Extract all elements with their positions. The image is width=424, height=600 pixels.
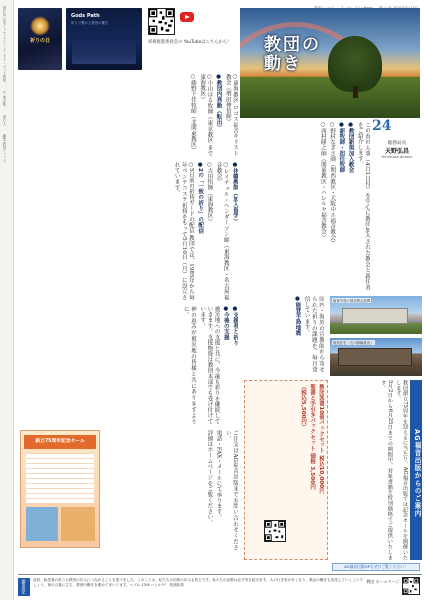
byline-roman: Hiromasa Amano bbox=[381, 155, 413, 159]
article-column-missions bbox=[244, 296, 324, 372]
side-info-strip bbox=[0, 0, 14, 600]
article-column-order bbox=[104, 430, 238, 550]
article-paragraph: 教団創立75周年を迎えるに当たり、AG福音出版では記念セールを開催いたします。 bbox=[395, 380, 408, 560]
side-line: 編集 教団ニュース bbox=[2, 134, 6, 163]
section-heading: ●2の「一致の祈り」の配信 bbox=[197, 162, 204, 234]
flyer-image bbox=[61, 507, 95, 541]
article-paragraph: ○小山はる牧師（東京教区 まで 東海教区） bbox=[199, 74, 213, 156]
section-heading: ●支援者と祈り bbox=[232, 306, 238, 346]
flyer-header: 創立75周年記念セール bbox=[24, 435, 96, 449]
section-heading: ●能登半島地震 bbox=[294, 296, 301, 336]
poster-title: 祈りの日 bbox=[29, 38, 50, 44]
section-heading: ●教団内異動（転出） bbox=[215, 74, 222, 131]
article-paragraph: 5月2日から6月25日までの期間中、対象書籍を特別価格でご提供いたします。 bbox=[380, 380, 393, 560]
youtube-caption: 祈祷推進委員会の YouTubeはこちらから！ bbox=[148, 40, 232, 45]
section-heading: ●教団新規加入教会 bbox=[347, 122, 354, 173]
byline-role: 総務局長 bbox=[387, 141, 407, 146]
article-column-intro bbox=[244, 122, 370, 290]
poster-subtitle: 祈りで繋がる教団の働き bbox=[71, 21, 109, 25]
article-column-support bbox=[18, 306, 238, 424]
article-paragraph: ○東海教区 ロゴス福音キリスト教会（増田伸悟師） bbox=[224, 74, 238, 156]
article-paragraph: 詳細はホームページをご覧ください。 bbox=[206, 430, 213, 526]
side-info-text bbox=[2, 6, 6, 566]
event-poster-1[interactable] bbox=[18, 8, 62, 70]
side-line: 〒 東京都 bbox=[2, 90, 6, 106]
article-paragraph: ○野村なぎさ師（関西教区・大阪中ル福音教会） bbox=[329, 122, 336, 246]
ag-publishing-banner: AG福音出版からのご案内 bbox=[410, 380, 422, 560]
qr-icon bbox=[149, 9, 174, 34]
editors-note bbox=[18, 574, 422, 598]
article-paragraph: 国内・海外の宣教師から寄せられた祈りの課題を、毎月発信しています。 bbox=[303, 296, 324, 372]
youtube-icon[interactable] bbox=[180, 12, 194, 22]
flyer-image bbox=[26, 507, 58, 541]
article-paragraph: 電話・FAX・メールにて承ります。 bbox=[215, 430, 222, 520]
qr-icon bbox=[265, 521, 285, 541]
event-poster-2[interactable] bbox=[66, 8, 142, 70]
youtube-qr-code[interactable] bbox=[148, 8, 175, 35]
ag-publishing-link[interactable]: AG福音出版HPもぜひご覧ください！ bbox=[332, 563, 420, 571]
temporary-housing-photo bbox=[330, 338, 422, 376]
qr-icon bbox=[403, 578, 419, 594]
article-paragraph: ご注文はAG福音出版までお問い合わせください。 bbox=[224, 430, 238, 550]
byline-name: 天野弘昌 bbox=[384, 148, 409, 155]
article-paragraph: この春の人事（4月1日付）を中心に教団加入された教会と新任者をご紹介します。 bbox=[356, 122, 370, 290]
set-line: 教団図書10冊パックセット 税込10,000円 bbox=[318, 384, 324, 494]
building-shape bbox=[342, 308, 408, 324]
ag-publishing-text bbox=[330, 380, 408, 560]
poster-heading: Gods Path bbox=[71, 13, 100, 19]
book-set-qr-code[interactable] bbox=[264, 520, 286, 542]
page-title: 教団の動き bbox=[264, 35, 321, 74]
editors-note-text: 前回、転居者の祈りも教団の歩みにつながることを述べました。このことは、私たちの信仰の歩みも同じです。私たちの宣教は必ず実を結びます。人の行き来が多くなり、教会の働きも変化していくことでしょう。神の言葉に立ち、教団の働きを進めてまいります。ヘブル 13:8 ハレルヤ！ 松浦拓馬 bbox=[33, 578, 363, 587]
issue-number: 24 bbox=[372, 118, 392, 134]
building-shape bbox=[338, 348, 412, 366]
section-heading: ●新牧師・担任牧師 bbox=[338, 122, 345, 173]
set-line: 聖書と手引きパックセット 価格 3,500円 bbox=[309, 384, 315, 490]
article-column-transfers bbox=[18, 74, 238, 156]
article-paragraph: ○藤野千佳牧師（北関東教区） bbox=[189, 74, 196, 153]
photo-caption: 仮設住宅（石川県輪島市） bbox=[333, 341, 374, 345]
editors-note-label: 編集後記 bbox=[18, 578, 30, 596]
byline bbox=[374, 140, 420, 159]
article-paragraph: ○吉田悟師（東海教区） bbox=[206, 162, 213, 224]
section-heading: ●今後の支援 bbox=[222, 306, 229, 340]
flyer-body bbox=[26, 453, 94, 503]
article-paragraph: 神の恵みが被災地の皆様と共にありますように。 bbox=[182, 306, 196, 424]
article-column-prayer bbox=[18, 162, 238, 300]
section-heading: ●休職教師（加入留学） bbox=[232, 162, 238, 224]
side-line: 発行人 bbox=[2, 114, 6, 125]
book-set-text bbox=[250, 384, 324, 504]
tree-trunk bbox=[353, 86, 358, 98]
church-visit-photo bbox=[330, 296, 422, 334]
tree-shape bbox=[328, 36, 382, 92]
set-line: （税込5,500円） bbox=[300, 384, 306, 430]
poster-image bbox=[72, 40, 136, 64]
article-paragraph: ○レイチェル・ヘンダーソン師（東海教区・名古屋福音教会） bbox=[215, 162, 229, 300]
side-line: 発行所 日本アッセンブリーズ・オブ・ゴッド教団 bbox=[2, 6, 6, 82]
sale-flyer[interactable] bbox=[20, 430, 100, 548]
article-paragraph: ○西村隆之師（関東教区・ハレルヤ福音教会） bbox=[319, 122, 326, 240]
poster-glow bbox=[30, 16, 50, 36]
homepage-qr-code[interactable] bbox=[402, 577, 420, 595]
homepage-label: 教団 ホームページ bbox=[366, 579, 400, 584]
article-paragraph: 被災地への支援と共に、今後も祈りを継続していきます。支援物資は教団本部でも受け付けています。 bbox=[199, 306, 220, 424]
article-paragraph: ○5日前の祈祷ガードの配信 教団では、1985年から毎年ペンテコステ祈祷をもって5月10日（月）に設立されています。 bbox=[173, 162, 194, 300]
photo-caption: 能登半島の被災教会訪問 bbox=[333, 299, 371, 303]
